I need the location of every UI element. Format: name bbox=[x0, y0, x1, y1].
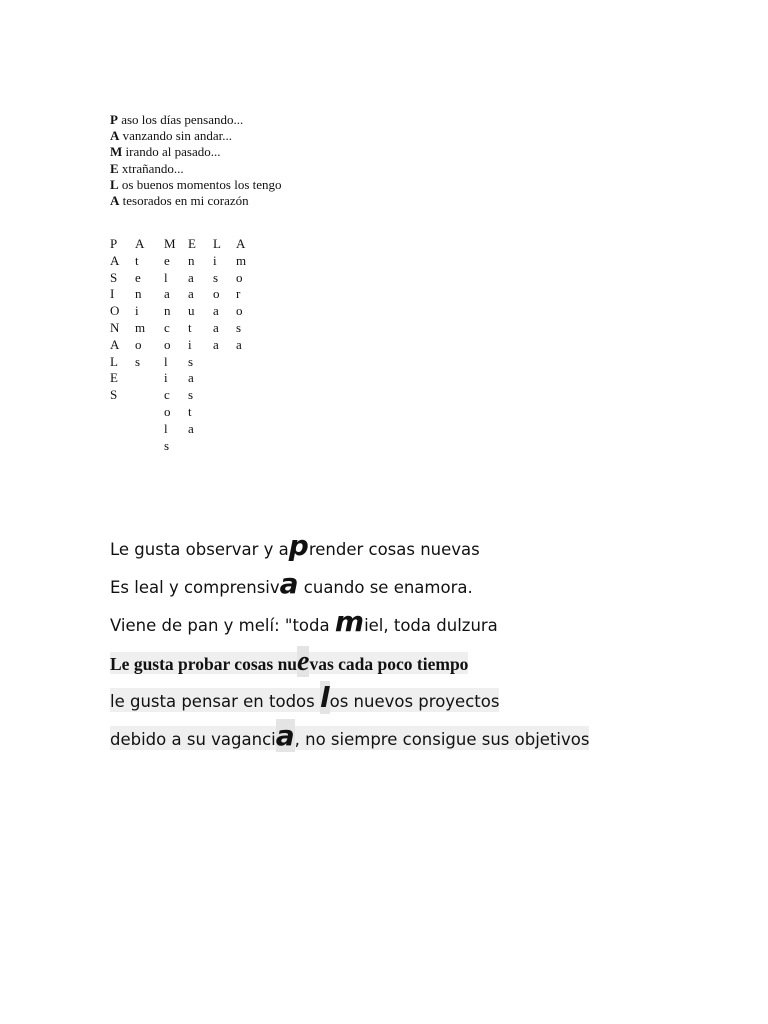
acrostic-initial: A bbox=[110, 193, 120, 209]
acrostic-poem bbox=[110, 112, 282, 209]
prose-text: render cosas nuevas bbox=[308, 540, 480, 559]
grid-letter: n bbox=[188, 252, 195, 268]
prose-text: le gusta pensar en todos bbox=[110, 692, 320, 711]
grid-letter: r bbox=[236, 286, 241, 302]
grid-letter: m bbox=[236, 252, 247, 268]
grid-letter: S bbox=[110, 387, 118, 403]
grid-letter: l bbox=[164, 420, 168, 436]
grid-letter: t bbox=[188, 403, 192, 419]
grid-letter: o bbox=[236, 303, 243, 319]
grid-letter: a bbox=[188, 269, 194, 285]
grid-letter: t bbox=[135, 252, 139, 268]
acrostic-initial: P bbox=[110, 112, 118, 127]
grid-column-5 bbox=[213, 236, 227, 354]
acrostic-text: tesorados en mi corazón bbox=[119, 193, 249, 209]
prose-text: Le gusta observar y a bbox=[110, 540, 289, 559]
grid-letter: i bbox=[188, 336, 192, 352]
grid-letter: n bbox=[164, 303, 171, 319]
grid-letter: O bbox=[110, 303, 120, 319]
grid-letter: e bbox=[135, 269, 141, 285]
grid-letter: o bbox=[213, 286, 220, 302]
grid-letter: L bbox=[213, 236, 221, 251]
grid-column-2 bbox=[135, 236, 149, 370]
prose-text: Viene de pan y melí: "toda bbox=[110, 616, 335, 635]
highlight-letter: e bbox=[297, 646, 310, 677]
grid-letter: s bbox=[236, 319, 242, 335]
prose-text: debido a su vaganci bbox=[110, 730, 276, 749]
grid-letter: E bbox=[110, 370, 118, 386]
acrostic-initial: A bbox=[110, 128, 120, 144]
acrostic-text: aso los días pensando... bbox=[117, 112, 244, 127]
grid-letter: i bbox=[164, 370, 168, 386]
grid-column-3 bbox=[164, 236, 178, 454]
grid-column-4 bbox=[188, 236, 202, 438]
acrostic-line bbox=[110, 112, 282, 128]
grid-letter: P bbox=[110, 236, 118, 251]
grid-letter: s bbox=[188, 353, 194, 369]
grid-letter: s bbox=[135, 353, 141, 369]
prose-text: , no siempre consigue sus objetivos bbox=[294, 730, 590, 749]
grid-letter: a bbox=[213, 319, 219, 335]
acrostic-text: irando al pasado... bbox=[122, 144, 221, 160]
grid-letter: e bbox=[164, 252, 170, 268]
highlight-letter: p bbox=[288, 529, 309, 562]
grid-letter: a bbox=[213, 336, 219, 352]
grid-letter: A bbox=[110, 252, 120, 268]
grid-letter: N bbox=[110, 319, 120, 335]
grid-letter: A bbox=[110, 336, 120, 352]
grid-letter: s bbox=[213, 269, 219, 285]
grid-letter: s bbox=[164, 437, 170, 453]
grid-letter: a bbox=[188, 370, 194, 386]
grid-letter: m bbox=[135, 319, 146, 335]
grid-letter: c bbox=[164, 319, 170, 335]
grid-letter: l bbox=[164, 353, 168, 369]
acrostic-line bbox=[110, 128, 282, 144]
grid-letter: o bbox=[135, 336, 142, 352]
grid-letter: t bbox=[188, 319, 192, 335]
highlight-letter: a bbox=[279, 567, 299, 600]
highlight-letter: m bbox=[334, 605, 365, 638]
grid-letter: u bbox=[188, 303, 195, 319]
prose-text: iel, toda dulzura bbox=[364, 616, 498, 635]
grid-letter: M bbox=[164, 236, 176, 251]
grid-letter: A bbox=[135, 236, 145, 251]
acrostic-initial: M bbox=[110, 144, 123, 160]
grid-letter: l bbox=[164, 269, 168, 285]
grid-letter: c bbox=[164, 387, 170, 403]
highlight-letter: l bbox=[319, 681, 330, 714]
acrostic-initial: L bbox=[110, 176, 119, 192]
acrostic-line bbox=[110, 177, 282, 193]
grid-letter: o bbox=[164, 403, 171, 419]
grid-letter: A bbox=[236, 236, 246, 251]
grid-letter: n bbox=[135, 286, 142, 302]
acrostic-line bbox=[110, 161, 282, 177]
acrostic-text: xtrañando... bbox=[118, 160, 184, 176]
grid-column-6 bbox=[236, 236, 250, 354]
prose-text: vas cada poco tiempo bbox=[309, 654, 469, 674]
grid-letter: a bbox=[213, 303, 219, 319]
prose-text: Es leal y comprensiv bbox=[110, 578, 280, 597]
acrostic-text: vanzando sin andar... bbox=[119, 128, 233, 144]
acrostic-line bbox=[110, 193, 282, 209]
grid-letter: S bbox=[110, 269, 118, 285]
grid-letter: a bbox=[164, 286, 170, 302]
grid-letter: I bbox=[110, 286, 115, 302]
grid-letter: E bbox=[188, 236, 196, 251]
grid-letter: a bbox=[188, 420, 194, 436]
prose-text: os nuevos proyectos bbox=[329, 692, 500, 711]
acrostic-line bbox=[110, 144, 282, 160]
grid-letter: o bbox=[164, 336, 171, 352]
grid-letter: i bbox=[135, 303, 139, 319]
prose-text: Le gusta probar cosas nu bbox=[110, 654, 298, 674]
grid-letter: a bbox=[188, 286, 194, 302]
grid-letter: a bbox=[236, 336, 242, 352]
prose-text: cuando se enamora. bbox=[298, 578, 473, 597]
acrostic-initial: E bbox=[110, 160, 119, 176]
grid-letter: i bbox=[213, 252, 217, 268]
grid-column-1 bbox=[110, 236, 124, 404]
highlight-letter: a bbox=[275, 719, 295, 752]
grid-letter: o bbox=[236, 269, 243, 285]
grid-letter: L bbox=[110, 353, 118, 369]
acrostic-text: os buenos momentos los tengo bbox=[118, 176, 282, 192]
grid-letter: s bbox=[188, 387, 194, 403]
